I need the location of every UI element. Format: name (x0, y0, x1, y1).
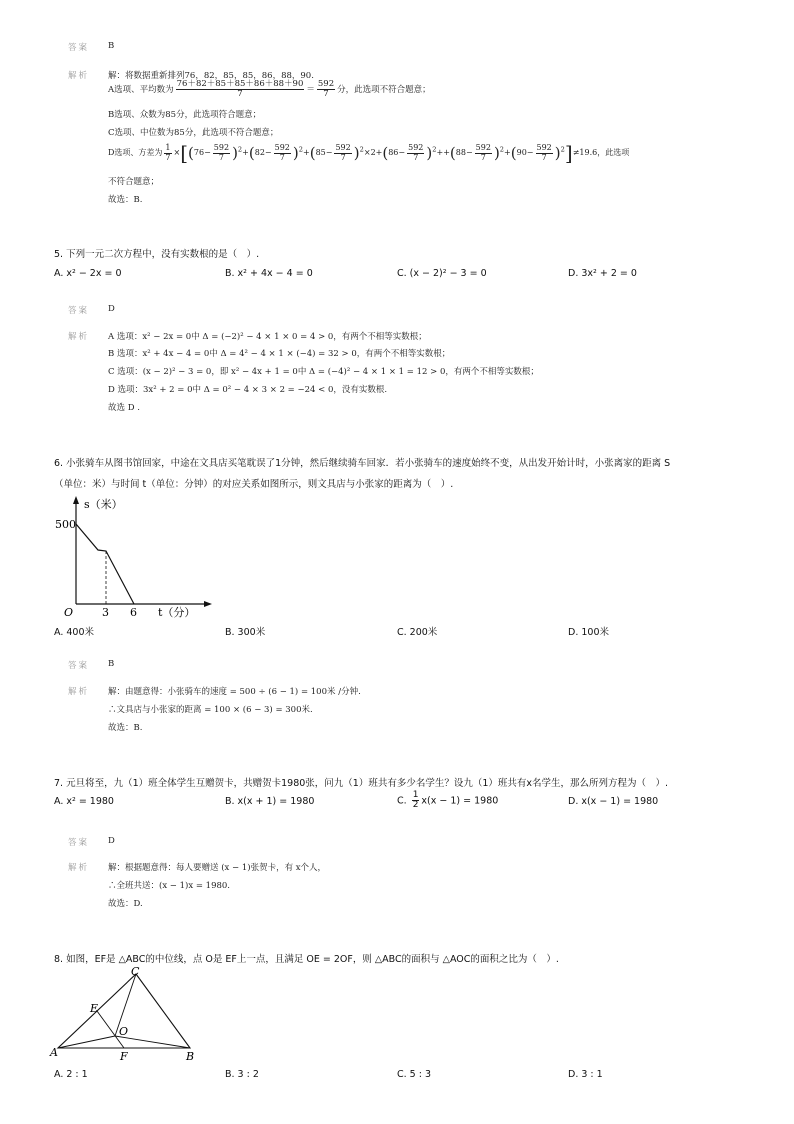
question-5: 5. 下列一元二次方程中，没有实数根的是（ ）. (54, 249, 260, 260)
q7-option-d[interactable]: D. x(x − 1) = 1980 (568, 796, 659, 807)
analysis-tag: 解析 (68, 71, 90, 81)
solution-line-b: B选项、众数为85分，此选项符合题意； (108, 110, 262, 120)
q8-option-a[interactable]: A. 2 : 1 (54, 1069, 88, 1080)
solution-line: 解：将数据重新排列76，82，85，85，86，88，90. (108, 71, 314, 81)
solution-line-a: A选项、平均数为 $\frac{76+82+85+85+86+88+90}{7}$ ＝ $\frac{592}{7}$ 分，此选项不符合题意； (108, 79, 431, 99)
solution-line: D 选项：3x² + 2 = 0中 Δ = 0² − 4 × 3 × 2 = −24 < 0，没有实数根. (108, 385, 388, 395)
analysis-tag: 解析 (68, 687, 90, 697)
solution-line: ∴全班共送：(x − 1)x = 1980. (108, 881, 231, 891)
answer-tag: 答案 (68, 838, 90, 848)
solution-line: B 选项：x² + 4x − 4 = 0中 Δ = 4² − 4 × 1 × (−4) = 32 > 0，有两个不相等实数根； (108, 349, 451, 359)
point-f-label: F (120, 1050, 128, 1062)
distance-curve (76, 524, 134, 604)
q5-option-c[interactable]: C. (x − 2)² − 3 = 0 (397, 268, 487, 279)
q6-option-c[interactable]: C. 200米 (397, 627, 438, 638)
solution-choose: 故选：B. (108, 195, 143, 205)
x-axis-label: t（分） (158, 606, 196, 618)
q6-option-b[interactable]: B. 300米 (225, 627, 266, 638)
solution-line: ∴文具店与小张家的距离 = 100 × (6 − 3) = 300米. (108, 705, 313, 715)
q7-option-a[interactable]: A. x² = 1980 (54, 796, 114, 807)
answer-value: B (108, 659, 115, 669)
point-b-label: B (186, 1050, 195, 1062)
solution-choose: 故选 D . (108, 403, 140, 413)
answer-value: D (108, 836, 115, 846)
analysis-tag: 解析 (68, 332, 90, 342)
point-e-label: E (90, 1002, 99, 1015)
segment-ao (58, 1036, 115, 1048)
solution-choose: 故选：B. (108, 723, 143, 733)
x-tick: 3 (102, 606, 109, 618)
question-8: 8. 如图，EF是 △ABC的中位线，点 O是 EF上一点，且满足 OE = 2OF，则 △ABC的面积与 △AOC的面积之比为（ ）. (54, 954, 559, 965)
point-a-label: A (50, 1046, 58, 1059)
triangle-figure (48, 964, 208, 1062)
answer-tag: 答案 (68, 43, 90, 53)
solution-line: 解：由题意得：小张骑车的速度 = 500 ÷ (6 − 1) = 100米 /分钟. (108, 687, 361, 697)
solution-line-cont: 不符合题意； (108, 177, 160, 187)
answer-value: D (108, 304, 115, 314)
point-o-label: O (119, 1025, 129, 1038)
question-7: 7. 元旦将至，九（1）班全体学生互赠贺卡，共赠贺卡1980张，问九（1）班共有多少名学生？设九（1）班共有x名学生，那么所列方程为（ ）. (54, 778, 669, 789)
q7-option-b[interactable]: B. x(x + 1) = 1980 (225, 796, 315, 807)
solution-line-c: C选项、中位数为85分，此选项不符合题意； (108, 128, 279, 138)
answer-tag: 答案 (68, 306, 90, 316)
distance-time-graph (54, 494, 224, 618)
solution-line: A 选项：x² − 2x = 0中 Δ = (−2)² − 4 × 1 × 0 = 4 > 0，有两个不相等实数根； (108, 332, 427, 342)
solution-line-d: D选项、方差为 $\frac{1}{7}$ ×[(76− $\frac{592}{7}$ )$^2$+(82− $\frac{592}{7}$ )$^2$+(85− $\frac{592}{7}$ )$^2$×2+(86− $\frac{592}{7}$ )$^2$++(88− $\frac{592}{7}$ )$^2$+(90− $\frac{592}{7}$ )$^2$]≠19.6，此选项 (108, 141, 630, 165)
q8-option-d[interactable]: D. 3 : 1 (568, 1069, 603, 1080)
q8-option-b[interactable]: B. 3 : 2 (225, 1069, 259, 1080)
solution-choose: 故选：D. (108, 899, 143, 909)
q6-option-d[interactable]: D. 100米 (568, 627, 609, 638)
answer-tag: 答案 (68, 661, 90, 671)
answer-value: B (108, 41, 115, 51)
question-6-line-1: 6. 小张骑车从图书馆回家，中途在文具店买笔耽误了1分钟，然后继续骑车回家．若小张骑车的速度始终不变，从出发开始计时，小张离家的距离 S (54, 458, 671, 469)
q7-option-c[interactable]: C. $\frac{1}{2}$ x(x − 1) = 1980 (397, 790, 499, 811)
x-tick: 6 (130, 606, 137, 618)
solution-line: 解：根据题意得：每人要赠送 (x − 1)张贺卡，有 x个人， (108, 863, 327, 873)
point-c-label: C (131, 965, 140, 978)
y-tick: 500 (55, 518, 76, 531)
q6-option-a[interactable]: A. 400米 (54, 627, 95, 638)
q5-option-a[interactable]: A. x² − 2x = 0 (54, 268, 122, 279)
q8-option-c[interactable]: C. 5 : 3 (397, 1069, 432, 1080)
solution-line: C 选项：(x − 2)² − 3 = 0，即 x² − 4x + 1 = 0中 Δ = (−4)² − 4 × 1 × 1 = 12 > 0，有两个不相等实数根； (108, 367, 539, 377)
question-6-line-2: （单位：米）与时间 t（单位：分钟）的对应关系如图所示，则文具店与小张家的距离为（ ）. (54, 479, 454, 490)
q5-option-d[interactable]: D. 3x² + 2 = 0 (568, 268, 637, 279)
y-axis-label: s（米） (84, 498, 123, 511)
analysis-tag: 解析 (68, 863, 90, 873)
origin-label: O (64, 606, 74, 618)
q5-option-b[interactable]: B. x² + 4x − 4 = 0 (225, 268, 313, 279)
